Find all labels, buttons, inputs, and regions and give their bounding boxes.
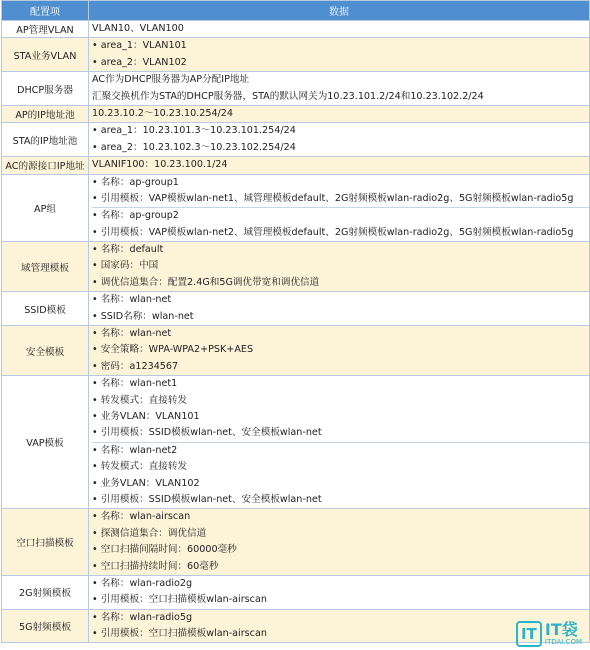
value-group [92, 175, 589, 208]
itdai-logo-icon: IT [516, 621, 542, 647]
bullet-item: • 引用模板：SSID模板wlan-net、安全模板wlan-net [92, 425, 589, 441]
bullet-item: • 引用模板：空口扫描模板wlan-airscan [92, 626, 589, 642]
bullet-item: • 密码：a1234567 [92, 359, 589, 375]
value-line: AC作为DHCP服务器为AP分配IP地址 [92, 74, 250, 86]
row-value [89, 609, 590, 643]
itdai-logo-sub: ITDAI.COM [544, 638, 582, 646]
bullet-item: • 业务VLAN：VLAN102 [92, 476, 589, 492]
config-table [1, 0, 590, 643]
value-line: VLAN10、VLAN100 [92, 23, 184, 34]
value-group [92, 242, 589, 291]
bullet-item: • 名称：ap-group1 [92, 175, 589, 191]
bullet-item: • 名称：wlan-radio2g [92, 576, 589, 592]
value-group [92, 292, 589, 325]
row-label: AP的IP地址池 [2, 105, 89, 122]
bullet-item: • 名称：wlan-net [92, 326, 589, 342]
row-label: STA的IP地址池 [2, 123, 89, 157]
bullet-item: • 转发模式：直接转发 [92, 459, 589, 475]
bullet-item: • 空口扫描持续时间：60毫秒 [92, 559, 589, 575]
bullet-item: • 空口扫描间隔时间：60000毫秒 [92, 542, 589, 558]
value-group [92, 326, 589, 375]
bullet-item: • 名称：wlan-net1 [92, 376, 589, 392]
bullet-item: • area_2：10.23.102.3～10.23.102.254/24 [92, 140, 589, 156]
table-body [2, 21, 590, 643]
row-label: AC的源接口IP地址 [2, 157, 89, 174]
row-value [89, 242, 590, 292]
row-value [89, 376, 590, 509]
row-label: VAP模板 [2, 376, 89, 509]
table-row [2, 72, 590, 106]
value-group [92, 157, 589, 173]
row-label: DHCP服务器 [2, 72, 89, 106]
value-group [92, 38, 589, 71]
row-value [89, 72, 590, 106]
itdai-logo-text [545, 622, 582, 646]
header-data: 数据 [89, 1, 590, 21]
value-line: 汇聚交换机作为STA的DHCP服务器，STA的默认网关为10.23.101.2/24和10.23.102.2/24 [92, 90, 484, 102]
table-row [2, 509, 590, 576]
row-value [89, 38, 590, 72]
row-value [89, 123, 590, 157]
table-row [2, 174, 590, 242]
bullet-item: • 名称：default [92, 242, 589, 258]
table-row [2, 105, 590, 122]
bullet-item: • 名称：wlan-radio5g [92, 610, 589, 626]
table-row [2, 38, 590, 72]
bullet-item: • 名称：wlan-net [92, 292, 589, 308]
row-label: SSID模板 [2, 292, 89, 326]
row-value [89, 157, 590, 174]
bullet-item: • 引用模板：空口扫描模板wlan-airscan [92, 592, 589, 608]
bullet-item: • SSID名称：wlan-net [92, 309, 589, 325]
bullet-item: • 名称：wlan-net2 [92, 443, 589, 459]
row-value [89, 509, 590, 576]
bullet-item: • 名称：wlan-airscan [92, 509, 589, 525]
value-group [92, 21, 589, 37]
table-row [2, 609, 590, 643]
bullet-item: • area_2：VLAN102 [92, 55, 589, 71]
row-label: STA业务VLAN [2, 38, 89, 72]
bullet-item: • 引用模板：VAP模板wlan-net2、域管理模板default、2G射频模板wlan-radio2g、5G射频模板wlan-radio5g [92, 225, 589, 241]
bullet-item: • 引用模板：VAP模板wlan-net1、域管理模板default、2G射频模板wlan-radio2g、5G射频模板wlan-radio5g [92, 191, 589, 207]
value-group [92, 106, 589, 122]
value-group [92, 376, 589, 442]
row-value [89, 326, 590, 376]
value-group [92, 610, 589, 643]
table-row [2, 242, 590, 292]
bullet-item: • 国家码：中国 [92, 258, 589, 274]
bullet-item: • 引用模板：SSID模板wlan-net、安全模板wlan-net [92, 492, 589, 508]
value-group [92, 442, 589, 509]
bullet-item: • 转发模式：直接转发 [92, 393, 589, 409]
row-label: AP管理VLAN [2, 21, 89, 38]
table-row [2, 292, 590, 326]
value-group [92, 123, 589, 156]
table-row [2, 575, 590, 609]
table-row [2, 376, 590, 509]
row-label: 空口扫描模板 [2, 509, 89, 576]
itdai-logo [516, 621, 582, 647]
bullet-item: • 名称：ap-group2 [92, 208, 589, 224]
row-label: 域管理模板 [2, 242, 89, 292]
bullet-item: • area_1：VLAN101 [92, 38, 589, 54]
table-header-row [2, 1, 590, 21]
row-label: 2G射频模板 [2, 575, 89, 609]
header-config-item: 配置项 [2, 1, 89, 21]
row-value [89, 174, 590, 242]
bullet-item: • 探测信道集合：调优信道 [92, 526, 589, 542]
row-value [89, 21, 590, 38]
value-group [92, 576, 589, 609]
row-label: 安全模板 [2, 326, 89, 376]
table-row [2, 157, 590, 174]
row-value [89, 105, 590, 122]
value-group [92, 509, 589, 575]
bullet-item: • 业务VLAN：VLAN101 [92, 409, 589, 425]
bullet-item: • 安全策略：WPA-WPA2+PSK+AES [92, 342, 589, 358]
row-label: AP组 [2, 174, 89, 242]
itdai-logo-main: IT袋 [544, 620, 578, 639]
table-row [2, 326, 590, 376]
bullet-item: • area_1：10.23.101.3～10.23.101.254/24 [92, 123, 589, 139]
row-value [89, 575, 590, 609]
value-group [92, 207, 589, 241]
value-group [92, 72, 589, 105]
value-line: VLANIF100：10.23.100.1/24 [92, 159, 228, 171]
table-row [2, 21, 590, 38]
bullet-item: • 调优信道集合：配置2.4G和5G调优带宽和调优信道 [92, 275, 589, 291]
row-value [89, 292, 590, 326]
value-line: 10.23.10.2～10.23.10.254/24 [92, 107, 233, 119]
table-row [2, 123, 590, 157]
row-label: 5G射频模板 [2, 609, 89, 643]
